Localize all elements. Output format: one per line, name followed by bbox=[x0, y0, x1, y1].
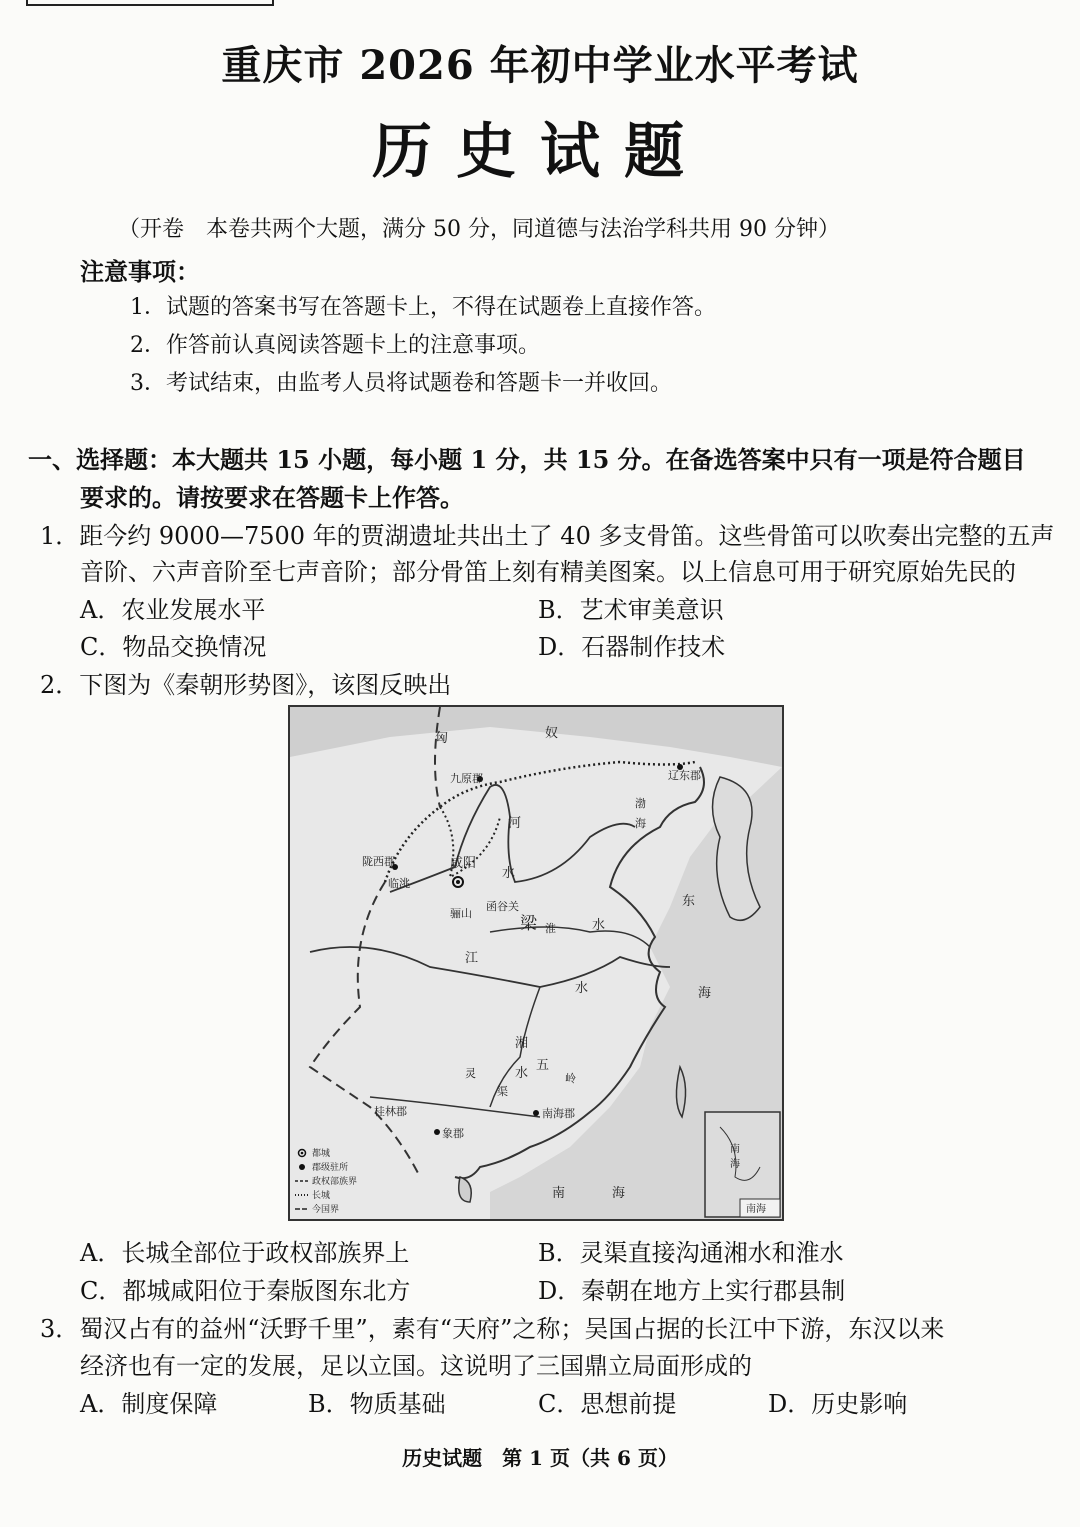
q2-option-b: B．灵渠直接沟通湘水和淮水 bbox=[538, 1239, 844, 1267]
map-label-liang: 梁 bbox=[520, 914, 537, 934]
q2-option-a: A．长城全部位于政权部族界上 bbox=[80, 1239, 410, 1267]
map-label-xiang-shui: 水 bbox=[515, 1066, 529, 1081]
map-label-bohai: 海 bbox=[635, 817, 646, 830]
page-footer: 历史试题 第 1 页（共 6 页） bbox=[402, 1446, 678, 1470]
q1-option-a: A．农业发展水平 bbox=[80, 596, 266, 624]
map-legend bbox=[295, 1147, 357, 1215]
qin-dynasty-map bbox=[288, 705, 784, 1221]
subject-title: 历史试题 bbox=[372, 117, 708, 187]
q3-option-b: B．物质基础 bbox=[308, 1390, 446, 1418]
map-label-lingqu-2: 渠 bbox=[497, 1085, 508, 1098]
map-label-xiang: 湘 bbox=[515, 1036, 529, 1051]
northern-land bbox=[290, 707, 782, 767]
map-label-hanguguan: 函谷关 bbox=[486, 900, 519, 913]
question-3-stem: 3．蜀汉占有的益州“沃野千里”，素有“天府”之称；吴国占据的长江中下游，东汉以来 bbox=[40, 1315, 945, 1343]
yangtze-river bbox=[310, 947, 670, 987]
map-label-lingqu-1: 灵 bbox=[465, 1067, 476, 1080]
map-label-nan: 南 bbox=[552, 1186, 566, 1201]
map-label-he: 河 bbox=[508, 816, 522, 831]
map-label-south-sea: 海 bbox=[612, 1186, 626, 1201]
legend-national-border: 今国界 bbox=[312, 1205, 340, 1215]
great-wall bbox=[385, 762, 695, 882]
map-label-xiong: 匈 bbox=[435, 731, 449, 746]
section-heading-cont: 要求的。请按要求在答题卡上作答。 bbox=[80, 483, 464, 512]
question-3-stem-cont: 经济也有一定的发展，足以立国。这说明了三国鼎立局面形成的 bbox=[80, 1352, 752, 1380]
map-label-huai: 淮 bbox=[545, 922, 556, 935]
q3-option-c: C．思想前提 bbox=[538, 1390, 677, 1418]
q2-option-d: D．秦朝在地方上实行郡县制 bbox=[538, 1277, 846, 1305]
map-inset-hai: 海 bbox=[730, 1159, 740, 1170]
huai-river bbox=[490, 927, 650, 947]
q3-option-d: D．历史影响 bbox=[768, 1390, 908, 1418]
question-1-stem-cont: 音阶、六声音阶至七声音阶；部分骨笛上刻有精美图案。以上信息可用于研究原始先民的 bbox=[80, 558, 1016, 586]
section-heading: 一、选择题：本大题共 15 小题，每小题 1 分，共 15 分。在备选答案中只有一项是符合题目 bbox=[28, 445, 1026, 474]
question-1-stem: 1．距今约 9000—7500 年的贾湖遗址共出土了 40 多支骨笛。这些骨笛可以吹奏出完整的五声 bbox=[40, 522, 1055, 550]
legend-capital: 都城 bbox=[312, 1149, 331, 1159]
header-corner-box bbox=[26, 0, 274, 6]
map-label-longxi: 陇西郡 bbox=[362, 855, 395, 868]
exam-note: （开卷 本卷共两个大题，满分 50 分，同道德与法治学科共用 90 分钟） bbox=[118, 217, 840, 242]
map-label-wu: 五 bbox=[536, 1058, 550, 1073]
map-label-xiang-jun: 象郡 bbox=[442, 1127, 464, 1140]
map-label-nanhai-jun: 南海郡 bbox=[542, 1107, 575, 1120]
exam-title: 重庆市 2026 年初中学业水平考试 bbox=[221, 42, 859, 89]
map-label-he-shui: 水 bbox=[502, 866, 516, 881]
map-label-liaodong: 辽东郡 bbox=[668, 769, 701, 782]
notice-item: 1．试题的答案书写在答题卡上，不得在试题卷上直接作答。 bbox=[130, 295, 716, 320]
map-label-xianyang: 咸阳 bbox=[450, 856, 477, 871]
q1-option-b: B．艺术审美意识 bbox=[538, 596, 724, 624]
map-label-jiang: 江 bbox=[465, 951, 479, 966]
map-label-nu: 奴 bbox=[545, 726, 559, 741]
map-label-huai-shui: 水 bbox=[592, 918, 606, 933]
legend-border: 政权部族界 bbox=[312, 1177, 358, 1187]
notice-title: 注意事项： bbox=[80, 257, 200, 286]
map-label-ling: 岭 bbox=[565, 1072, 576, 1085]
notice-item: 2．作答前认真阅读答题卡上的注意事项。 bbox=[130, 333, 540, 358]
q1-option-d: D．石器制作技术 bbox=[538, 633, 726, 661]
q3-option-a: A．制度保障 bbox=[80, 1390, 218, 1418]
q1-option-c: C．物品交换情况 bbox=[80, 633, 267, 661]
map-label-dong: 东 bbox=[682, 894, 696, 909]
map-inset-nan: 南 bbox=[730, 1144, 740, 1155]
map-label-bo: 渤 bbox=[635, 797, 646, 810]
map-label-jiuyuan: 九原郡 bbox=[450, 772, 483, 785]
hainan-island bbox=[459, 1177, 472, 1202]
map-label-jiang-shui: 水 bbox=[575, 981, 589, 996]
map-label-lintao: 临洮 bbox=[388, 877, 410, 890]
legend-commandery: 郡级驻所 bbox=[312, 1163, 349, 1173]
map-label-guilin: 桂林郡 bbox=[374, 1105, 407, 1118]
map-inset-label: 南海 bbox=[746, 1204, 766, 1215]
q2-option-c: C．都城咸阳位于秦版图东北方 bbox=[80, 1277, 411, 1305]
map-label-east-sea: 海 bbox=[698, 986, 712, 1001]
question-2-stem: 2．下图为《秦朝形势图》，该图反映出 bbox=[40, 671, 452, 699]
map-label-lishan: 骊山 bbox=[450, 907, 472, 920]
notice-item: 3．考试结束，由监考人员将试题卷和答题卡一并收回。 bbox=[130, 371, 672, 396]
legend-great-wall: 长城 bbox=[312, 1191, 331, 1201]
